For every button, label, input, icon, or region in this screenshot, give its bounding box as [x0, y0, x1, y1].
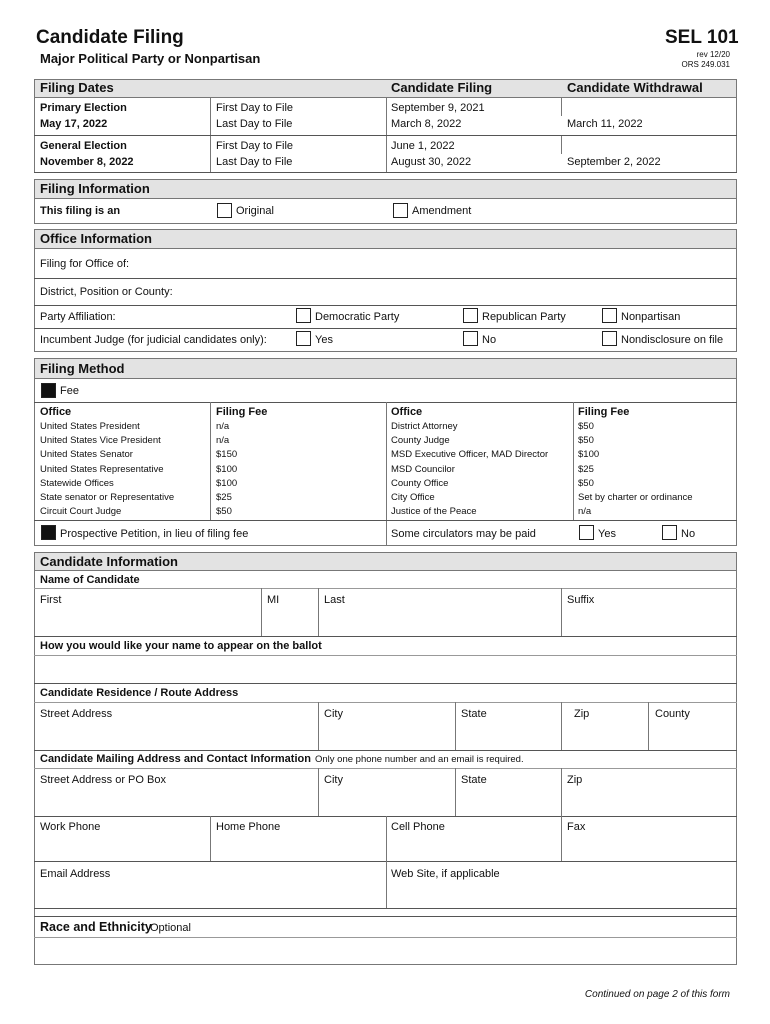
district-field[interactable]	[190, 281, 730, 303]
primary-first-day-date: September 9, 2021	[391, 102, 485, 114]
primary-election-date: May 17, 2022	[40, 118, 108, 130]
fee-row-amount: Set by charter or ordinance	[578, 492, 693, 503]
general-first-day-label: First Day to File	[216, 140, 294, 152]
fax-label: Fax	[567, 821, 586, 833]
original-checkbox[interactable]	[217, 203, 232, 218]
residence-city-label: City	[324, 708, 343, 720]
website-label: Web Site, if applicable	[391, 868, 500, 880]
residence-county-field[interactable]	[650, 722, 734, 748]
residence-state-label: State	[461, 708, 487, 720]
mailing-state-label: State	[461, 774, 487, 786]
race-ethnicity-field[interactable]	[36, 939, 734, 963]
office-of-label: Filing for Office of:	[40, 258, 130, 270]
fee-row-amount: $25	[216, 492, 232, 503]
form-statute: ORS 249.031	[681, 60, 730, 69]
last-name-label: Last	[324, 594, 345, 606]
fax-field[interactable]	[563, 835, 733, 859]
incumbent-no-checkbox[interactable]	[463, 331, 478, 346]
fee-row-office: City Office	[391, 492, 435, 503]
amendment-label: Amendment	[412, 205, 472, 217]
circulators-paid-label: Some circulators may be paid	[391, 528, 536, 540]
email-label: Email Address	[40, 868, 111, 880]
website-field[interactable]	[388, 882, 733, 906]
fee-row-office: United States President	[40, 421, 140, 432]
fee-row-office: Justice of the Peace	[391, 506, 477, 517]
form-revision: rev 12/20	[696, 50, 730, 59]
fee-row-amount: $50	[578, 421, 594, 432]
general-last-day-label: Last Day to File	[216, 156, 293, 168]
first-name-label: First	[40, 594, 62, 606]
work-phone-field[interactable]	[36, 835, 208, 859]
general-withdrawal-date: September 2, 2022	[567, 156, 661, 168]
home-phone-label: Home Phone	[216, 821, 281, 833]
incumbent-no-label: No	[482, 334, 497, 346]
residence-state-field[interactable]	[457, 722, 559, 748]
form-subtitle: Major Political Party or Nonpartisan	[40, 51, 261, 66]
general-first-day-date: June 1, 2022	[391, 140, 455, 152]
middle-initial-field[interactable]	[263, 608, 316, 634]
fee-row-office: District Attorney	[391, 421, 458, 432]
candidate-withdrawal-column-title: Candidate Withdrawal	[567, 80, 703, 95]
office-information-title: Office Information	[40, 231, 152, 246]
fee-row-office: Circuit Court Judge	[40, 506, 122, 517]
filing-dates-title: Filing Dates	[40, 80, 114, 95]
general-election-date: November 8, 2022	[40, 156, 134, 168]
middle-initial-label: MI	[267, 594, 280, 606]
circulators-yes-checkbox[interactable]	[579, 525, 594, 540]
form-id: SEL 101	[665, 27, 739, 48]
fee-row-amount: $50	[578, 478, 594, 489]
suffix-label: Suffix	[567, 594, 595, 606]
primary-first-day-label: First Day to File	[216, 102, 294, 114]
cell-phone-label: Cell Phone	[391, 821, 445, 833]
fee-row-amount: n/a	[578, 506, 592, 517]
mailing-street-label: Street Address or PO Box	[40, 774, 166, 786]
fee-row-office: County Judge	[391, 435, 450, 446]
residence-city-field[interactable]	[320, 722, 453, 748]
fee-row-amount: $25	[578, 464, 594, 475]
republican-checkbox[interactable]	[463, 308, 478, 323]
nondisclosure-label: Nondisclosure on file	[621, 334, 724, 346]
candidate-information-title: Candidate Information	[40, 554, 178, 569]
circulators-no-checkbox[interactable]	[662, 525, 677, 540]
primary-election-label: Primary Election	[40, 102, 127, 114]
race-ethnicity-header: Race and Ethnicity	[40, 920, 152, 934]
work-phone-label: Work Phone	[40, 821, 101, 833]
fee-row-amount: n/a	[216, 421, 230, 432]
fee-checkbox[interactable]	[41, 383, 56, 398]
fee-row-office: State senator or Representative	[40, 492, 175, 503]
right-office-header: Office	[391, 406, 423, 418]
filing-method-header-bar	[34, 358, 737, 379]
email-field[interactable]	[36, 882, 384, 906]
filing-information-title: Filing Information	[40, 181, 150, 196]
primary-withdrawal-date: March 11, 2022	[567, 118, 643, 130]
fee-row-amount: $100	[578, 449, 600, 460]
name-of-candidate-header: Name of Candidate	[40, 574, 140, 586]
residence-zip-field[interactable]	[563, 722, 646, 748]
nonpartisan-checkbox[interactable]	[602, 308, 617, 323]
prospective-petition-checkbox[interactable]	[41, 525, 56, 540]
primary-last-day-label: Last Day to File	[216, 118, 293, 130]
democratic-label: Democratic Party	[315, 311, 400, 323]
fee-row-office: Statewide Offices	[40, 478, 114, 489]
ballot-name-field[interactable]	[36, 657, 734, 682]
general-election-label: General Election	[40, 140, 127, 152]
left-office-header: Office	[40, 406, 72, 418]
incumbent-yes-label: Yes	[315, 334, 333, 346]
fee-row-amount: n/a	[216, 435, 230, 446]
fee-label: Fee	[60, 385, 79, 397]
filing-method-title: Filing Method	[40, 361, 125, 376]
fee-row-office: MSD Executive Officer, MAD Director	[391, 449, 549, 460]
suffix-field[interactable]	[563, 608, 733, 634]
mailing-city-field[interactable]	[320, 788, 453, 814]
mailing-zip-field[interactable]	[563, 788, 733, 814]
district-label: District, Position or County:	[40, 286, 173, 298]
democratic-checkbox[interactable]	[296, 308, 311, 323]
circulators-no-label: No	[681, 528, 696, 540]
prospective-petition-label: Prospective Petition, in lieu of filing fee	[60, 528, 249, 540]
incumbent-yes-checkbox[interactable]	[296, 331, 311, 346]
mailing-address-header: Candidate Mailing Address and Contact Information	[40, 753, 311, 765]
filing-type-label: This filing is an	[40, 205, 121, 217]
mailing-street-field[interactable]	[36, 788, 316, 814]
mailing-city-label: City	[324, 774, 343, 786]
cell-phone-field[interactable]	[388, 835, 559, 859]
residence-county-label: County	[655, 708, 690, 720]
fee-row-amount: $100	[216, 464, 238, 475]
fee-row-office: United States Representative	[40, 464, 164, 475]
left-fee-header: Filing Fee	[216, 406, 268, 418]
filing-information-row	[34, 199, 737, 224]
mailing-address-note: Only one phone number and an email is required.	[315, 754, 524, 765]
primary-last-day-date: March 8, 2022	[391, 118, 462, 130]
nonpartisan-label: Nonpartisan	[621, 311, 681, 323]
nondisclosure-checkbox[interactable]	[602, 331, 617, 346]
residence-street-field[interactable]	[36, 722, 316, 748]
fee-row-office: MSD Councilor	[391, 464, 455, 475]
first-name-field[interactable]	[36, 608, 258, 634]
incumbent-judge-label: Incumbent Judge (for judicial candidates only):	[40, 334, 267, 346]
general-last-day-date: August 30, 2022	[391, 156, 472, 168]
fee-row-office: United States Senator	[40, 449, 133, 460]
original-label: Original	[236, 205, 274, 217]
circulators-yes-label: Yes	[598, 528, 616, 540]
ballot-name-header: How you would like your name to appear on the ballot	[40, 640, 322, 652]
fee-row-amount: $50	[578, 435, 594, 446]
residence-address-header: Candidate Residence / Route Address	[40, 687, 239, 699]
fee-row-amount: $50	[216, 506, 232, 517]
residence-zip-label: Zip	[574, 708, 590, 720]
fee-row-office: United States Vice President	[40, 435, 161, 446]
office-of-field[interactable]	[150, 252, 730, 276]
continued-note: Continued on page 2 of this form	[584, 989, 730, 1000]
fee-row-amount: $100	[216, 478, 238, 489]
right-fee-header: Filing Fee	[578, 406, 630, 418]
fee-row-office: County Office	[391, 478, 449, 489]
candidate-filing-column-title: Candidate Filing	[391, 80, 493, 95]
republican-label: Republican Party	[482, 311, 566, 323]
race-ethnicity-optional: Optional	[150, 922, 191, 934]
residence-street-label: Street Address	[40, 708, 113, 720]
fee-row-amount: $150	[216, 449, 238, 460]
mailing-zip-label: Zip	[567, 774, 583, 786]
form-title: Candidate Filing	[36, 27, 184, 48]
party-affiliation-label: Party Affiliation:	[40, 311, 116, 323]
amendment-checkbox[interactable]	[393, 203, 408, 218]
home-phone-field[interactable]	[212, 835, 384, 859]
last-name-field[interactable]	[320, 608, 558, 634]
mailing-state-field[interactable]	[457, 788, 559, 814]
